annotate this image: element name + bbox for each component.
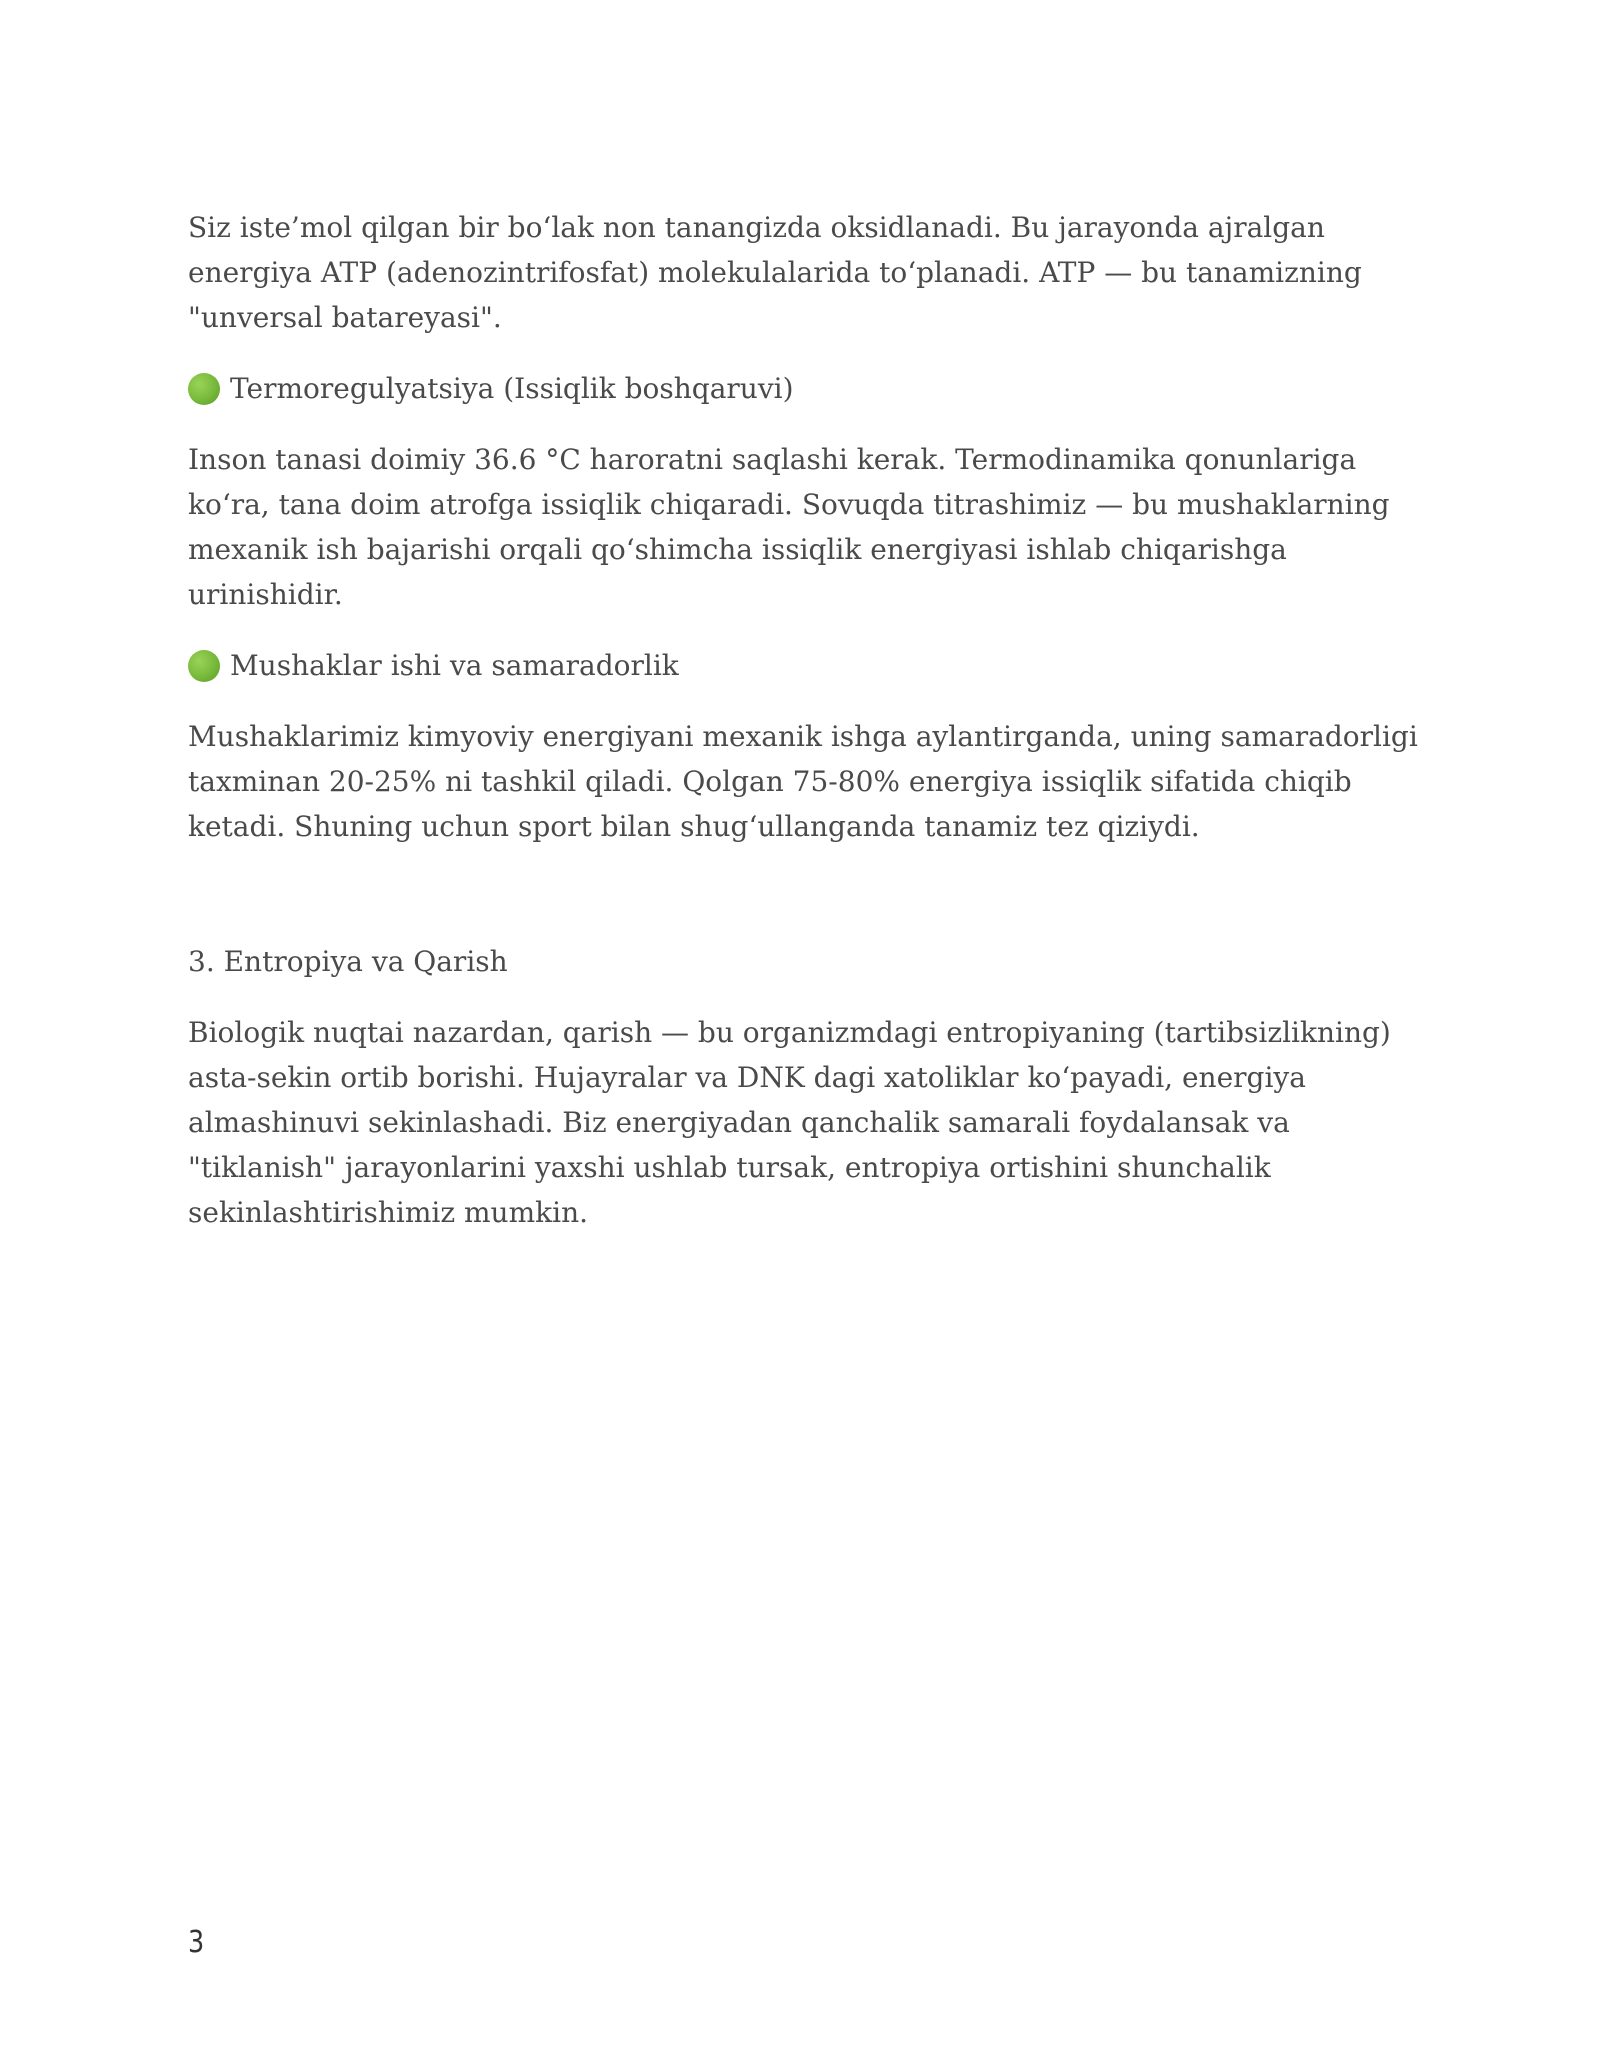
green-circle-icon [188, 373, 220, 405]
page-number: 3 [188, 1925, 204, 1960]
subheading-thermoregulation [188, 366, 1428, 411]
green-circle-icon [188, 650, 220, 682]
paragraph-entropy: Biologik nuqtai nazardan, qarish — bu organizmdagi entropiyaning (tartibsizlikning) asta-sekin ortib borishi. Hujayralar va DNK dagi xatoliklar ko‘payadi, energiya almashinuvi sekinlashadi. Biz energiyadan qanchalik samarali foydalansak va "tiklanish" jarayonlarini yaxshi ushlab tursak, entropiya ortishini shunchalik sekinlashtirishimiz mumkin. [188, 1016, 1391, 1229]
subheading-muscles-label: Mushaklar ishi va samaradorlik [230, 649, 679, 682]
subheading-thermoregulation-label: Termoregulyatsiya (Issiqlik boshqaruvi) [230, 372, 794, 405]
section-title-entropy: 3. Entropiya va Qarish [188, 945, 508, 978]
paragraph-atp: Siz iste’mol qilgan bir bo‘lak non tanangizda oksidlanadi. Bu jarayonda ajralgan energiya ATP (adenozintrifosfat) molekulalarida to‘planadi. ATP — bu tanamizning "unversal batareyasi". [188, 211, 1362, 334]
paragraph-thermoregulation: Inson tanasi doimiy 36.6 °C haroratni saqlashi kerak. Termodinamika qonunlariga ko‘ra, tana doim atrofga issiqlik chiqaradi. Sovuqda titrashimiz — bu mushaklarning mexanik ish bajarishi orqali qo‘shimcha issiqlik energiyasi ishlab chiqarishga urinishidir. [188, 443, 1390, 611]
page-content [188, 205, 1428, 1235]
subheading-muscles [188, 643, 1428, 688]
paragraph-muscles: Mushaklarimiz kimyoviy energiyani mexanik ishga aylantirganda, uning samaradorligi taxminan 20-25% ni tashkil qiladi. Qolgan 75-80% energiya issiqlik sifatida chiqib ketadi. Shuning uchun sport bilan shug‘ullanganda tanamiz tez qiziydi. [188, 720, 1418, 843]
